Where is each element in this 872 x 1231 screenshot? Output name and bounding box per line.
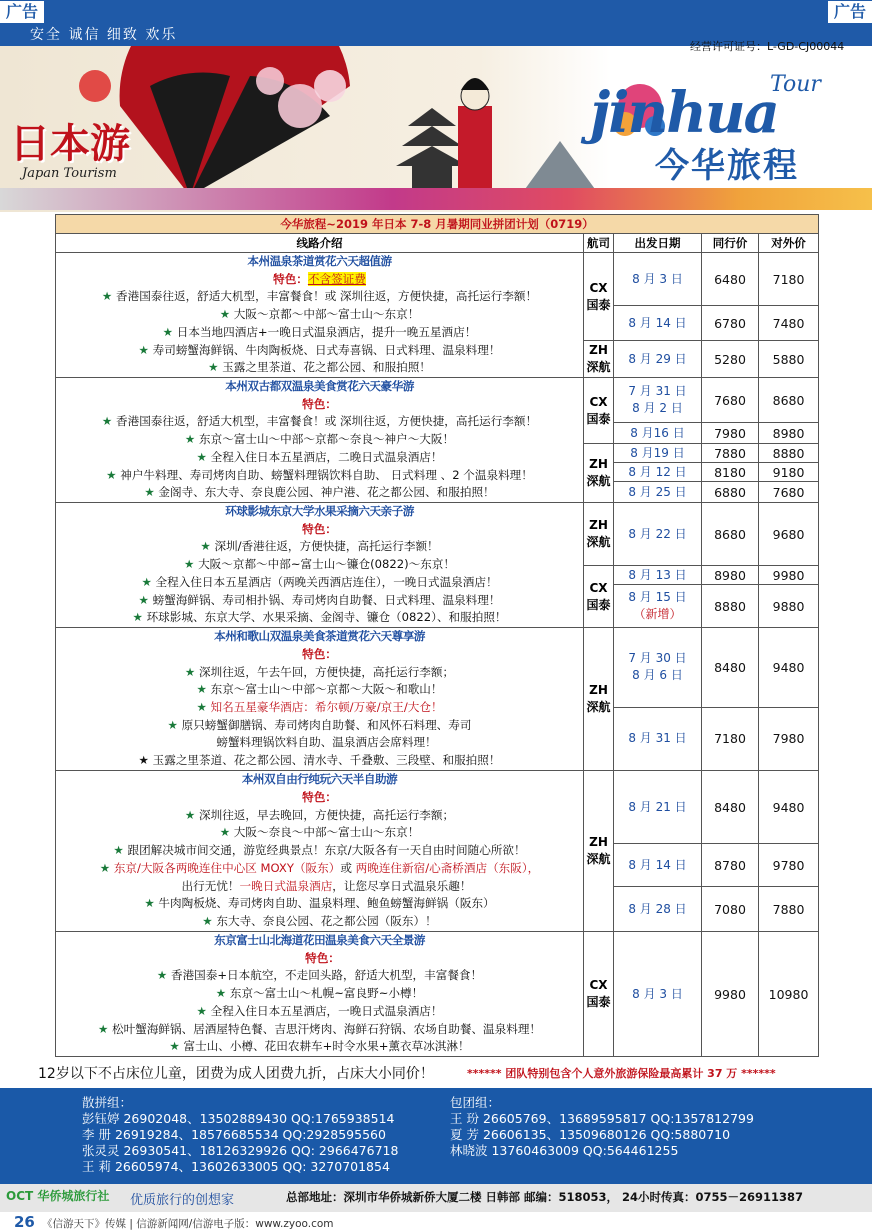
contact-group-title: 散拼组： bbox=[82, 1095, 133, 1110]
insurance-note: ****** 团队特别包含个人意外旅游保险最高累计 37 万 ****** bbox=[467, 1067, 776, 1080]
star-icon: ★ bbox=[184, 432, 199, 447]
public-price: 8680 bbox=[759, 378, 819, 423]
peer-price: 8180 bbox=[702, 463, 759, 482]
route-title: 东京富士山北海道花田温泉美食六天全景游 bbox=[214, 933, 425, 948]
peer-price: 8480 bbox=[702, 628, 759, 708]
contact-row: 张灵灵 26930541、18126329926 QQ: 2966476718 bbox=[82, 1143, 399, 1158]
public-price: 9980 bbox=[759, 566, 819, 585]
star-icon: ★ bbox=[141, 574, 156, 589]
table-row bbox=[56, 253, 819, 306]
departure-date: 8 月 14 日 bbox=[614, 306, 702, 341]
public-price: 7980 bbox=[759, 707, 819, 770]
public-price: 7180 bbox=[759, 253, 819, 306]
contacts-panel bbox=[0, 1088, 872, 1184]
brand-chinese-name: 今华旅程 bbox=[655, 146, 799, 186]
peer-price: 8980 bbox=[702, 566, 759, 585]
route-title: 本州双自由行纯玩六天半自助游 bbox=[241, 772, 398, 787]
route-cell bbox=[56, 628, 584, 771]
public-price: 8880 bbox=[759, 444, 819, 463]
peer-price: 6880 bbox=[702, 482, 759, 503]
star-icon: ★ bbox=[184, 807, 199, 822]
feature-label: 特色： bbox=[302, 790, 337, 805]
itinerary-table bbox=[55, 214, 819, 1057]
brand-script-logo: jinhua bbox=[590, 80, 778, 146]
airline-cell: ZH 深航 bbox=[584, 341, 614, 378]
public-price: 9880 bbox=[759, 585, 819, 628]
route-item: 全程入住日本五星酒店（两晚关西酒店连住），一晚日式温泉酒店！ bbox=[155, 574, 498, 589]
peer-price: 5280 bbox=[702, 341, 759, 378]
star-icon: ★ bbox=[99, 860, 114, 875]
route-item: 玉露之里茶道、花之都公园、和服拍照！ bbox=[222, 360, 431, 375]
route-item: 大阪～京都～中部～富士山～东京！ bbox=[233, 307, 420, 322]
airline-cell: ZH 深航 bbox=[584, 628, 614, 771]
route-item: 深圳/香港往返，方便快捷，高托运行李额！ bbox=[214, 539, 439, 554]
star-icon: ★ bbox=[156, 968, 171, 983]
peer-price: 7180 bbox=[702, 707, 759, 770]
route-item: 大阪～奈良～中部～富士山～东京！ bbox=[233, 825, 420, 840]
route-item: 一晚日式温泉酒店 bbox=[239, 878, 333, 893]
public-price: 9180 bbox=[759, 463, 819, 482]
star-icon: ★ bbox=[200, 539, 215, 554]
peer-price: 8780 bbox=[702, 844, 759, 887]
peer-price: 8480 bbox=[702, 771, 759, 844]
route-item: 全程入住日本五星酒店，二晚日式温泉酒店！ bbox=[210, 449, 443, 464]
route-item: 大阪～京都～中部~富士山～镰仓(0822)～东京！ bbox=[198, 557, 456, 572]
table-row bbox=[56, 503, 819, 566]
star-icon: ★ bbox=[106, 467, 121, 482]
departure-date: 8 月19 日 bbox=[614, 444, 702, 463]
route-title: 本州双古都双温泉美食赏花六天豪华游 bbox=[225, 379, 414, 394]
route-cell bbox=[56, 378, 584, 503]
license-number: 经营许可证号：L-GD-CJ00044 bbox=[690, 40, 845, 53]
route-item: 东京/大阪各两晚连住中心区 MOXY（阪东） bbox=[113, 860, 341, 875]
star-icon: ★ bbox=[219, 825, 234, 840]
feature-label: 特色： bbox=[302, 646, 337, 661]
route-item: 螃蟹料理锅饮料自助、温泉酒店会席料理！ bbox=[216, 735, 437, 750]
airline-cell: ZH 深航 bbox=[584, 444, 614, 503]
star-icon: ★ bbox=[184, 664, 199, 679]
peer-price: 7080 bbox=[702, 887, 759, 932]
header-peer-price: 同行价 bbox=[702, 234, 759, 253]
banner-swoosh bbox=[0, 188, 872, 210]
departure-date: 8 月 3 日 bbox=[614, 932, 702, 1057]
star-icon: ★ bbox=[97, 1021, 113, 1036]
star-icon: ★ bbox=[196, 449, 211, 464]
departure-date: 8 月 25 日 bbox=[614, 482, 702, 503]
star-icon: ★ bbox=[113, 843, 128, 858]
route-item: 富士山、小樽、花田农耕车+时令水果+薰衣草冰淇淋！ bbox=[183, 1039, 470, 1054]
star-icon: ★ bbox=[138, 342, 153, 357]
star-icon: ★ bbox=[202, 913, 217, 928]
route-item: 寿司螃蟹海鲜锅、牛肉陶板烧、日式寿喜锅、日式料理、温泉料理！ bbox=[152, 342, 501, 357]
route-item: 神户牛料理、寿司烤肉自助、螃蟹料理锅饮料自助、 日式料理 、2 个温泉料理！ bbox=[120, 467, 533, 482]
visa-note: 不含签证费 bbox=[307, 271, 366, 286]
public-price: 9680 bbox=[759, 503, 819, 566]
route-item: 东京～富士山～中部～京都～奈良～神户～大阪！ bbox=[199, 432, 455, 447]
oct-logo: OCT 华侨城旅行社 bbox=[6, 1189, 110, 1203]
route-item: 香港国泰往返，舒适大机型，丰富餐食！或 深圳往返，方便快捷，高托运行李额！ bbox=[116, 414, 538, 429]
route-item: 环球影城、东京大学、水果采摘、金阁寺、镰仓（0822）、和服拍照！ bbox=[146, 610, 507, 625]
departure-date: 8 月 29 日 bbox=[614, 341, 702, 378]
departure-date: 8 月 21 日 bbox=[614, 771, 702, 844]
star-icon: ★ bbox=[101, 289, 116, 304]
route-item: 或 bbox=[340, 860, 352, 875]
group-tour-contacts bbox=[82, 1095, 398, 1175]
public-price: 10980 bbox=[759, 932, 819, 1057]
public-price: 7880 bbox=[759, 887, 819, 932]
route-item: 玉露之里茶道、花之都公园、清水寺、千叠敷、三段壁、和服拍照！ bbox=[152, 753, 501, 768]
route-item: 香港国泰+日本航空，不走回头路，舒适大机型，丰富餐食！ bbox=[170, 968, 483, 983]
route-item: 出行无忧！ bbox=[181, 878, 240, 893]
new-tag: （新增） bbox=[633, 607, 682, 621]
ad-badge-left: 广告 bbox=[0, 1, 44, 23]
peer-price: 7680 bbox=[702, 378, 759, 423]
departure-date: 8 月 12 日 bbox=[614, 463, 702, 482]
airline-cell: CX 国泰 bbox=[584, 566, 614, 628]
star-icon: ★ bbox=[196, 682, 211, 697]
route-item: 全程入住日本五星酒店，一晚日式温泉酒店！ bbox=[210, 1003, 443, 1018]
star-icon: ★ bbox=[138, 753, 153, 768]
departure-date: 8 月 22 日 bbox=[614, 503, 702, 566]
feature-label: 特色： bbox=[302, 521, 337, 536]
feature-label: 特色： bbox=[273, 271, 308, 286]
route-item: 跟团解决城市间交通，游览经典景点！东京/大阪各有一天自由时间随心所欲！ bbox=[127, 843, 526, 858]
route-title: 本州温泉茶道赏花六天超值游 bbox=[247, 254, 392, 269]
footer-slogan: 优质旅行的创想家 bbox=[130, 1193, 235, 1208]
peer-price: 7880 bbox=[702, 444, 759, 463]
route-item: ，让您尽享日式温泉乐趣！ bbox=[332, 878, 472, 893]
route-item: 牛肉陶板烧、寿司烤肉自助、温泉料理、鲍鱼螃蟹海鲜锅（阪东） bbox=[158, 896, 495, 911]
route-item: 松叶蟹海鲜锅、居酒屋特色餐、吉思汗烤肉、海鲜石狩锅、农场自助餐、温泉料理！ bbox=[112, 1021, 542, 1036]
star-icon: ★ bbox=[101, 414, 116, 429]
departure-date: 8 月 28 日 bbox=[614, 887, 702, 932]
star-icon: ★ bbox=[167, 717, 182, 732]
star-icon: ★ bbox=[144, 485, 159, 500]
japan-tour-title: 日本游 bbox=[10, 120, 130, 167]
route-cell bbox=[56, 503, 584, 628]
fan-illustration bbox=[120, 46, 350, 196]
sun-illustration bbox=[79, 70, 111, 102]
header-date: 出发日期 bbox=[614, 234, 702, 253]
contact-row: 林晓波 13760463009 QQ:564461255 bbox=[450, 1143, 679, 1158]
contact-row: 彭钰婷 26902048、13502889430 QQ:1765938514 bbox=[82, 1111, 395, 1126]
departure-date: 8 月16 日 bbox=[614, 423, 702, 444]
route-item: 螃蟹海鲜锅、寿司相扑锅、寿司烤肉自助餐、日式料理、温泉料理！ bbox=[152, 592, 501, 607]
contact-group-title: 包团组： bbox=[450, 1095, 501, 1110]
geisha-illustration bbox=[458, 78, 492, 206]
route-item: 东京～富士山～中部～京都～大阪～和歌山！ bbox=[210, 682, 443, 697]
route-item: 知名五星豪华酒店：希尔顿/万豪/京王/大仓！ bbox=[210, 700, 443, 714]
departure-date: 7 月 30 日 8 月 6 日 bbox=[614, 628, 702, 708]
star-icon: ★ bbox=[132, 610, 147, 625]
airline-cell: CX 国泰 bbox=[584, 932, 614, 1057]
peer-price: 6480 bbox=[702, 253, 759, 306]
public-price: 7480 bbox=[759, 306, 819, 341]
route-cell bbox=[56, 253, 584, 378]
table-row bbox=[56, 628, 819, 708]
airline-cell: CX 国泰 bbox=[584, 378, 614, 444]
peer-price: 8680 bbox=[702, 503, 759, 566]
route-item: 香港国泰往返，舒适大机型，丰富餐食！或 深圳往返，方便快捷，高托运行李额！ bbox=[116, 289, 538, 304]
departure-date: 7 月 31 日 8 月 2 日 bbox=[614, 378, 702, 423]
star-icon: ★ bbox=[162, 324, 177, 339]
header-airline: 航司 bbox=[584, 234, 614, 253]
ad-badge-right: 广告 bbox=[828, 1, 872, 23]
table-row bbox=[56, 932, 819, 1057]
japan-tour-subtitle: Japan Tourism bbox=[22, 166, 117, 181]
footer-address: 总部地址：深圳市华侨城新侨大厦二楼 日韩部 邮编：518053， 24小时传真：0755－26911387 bbox=[286, 1190, 804, 1204]
departure-date: 8 月 13 日 bbox=[614, 566, 702, 585]
peer-price: 6780 bbox=[702, 306, 759, 341]
feature-label: 特色： bbox=[305, 950, 340, 965]
route-item: 两晚连住新宿/心斋桥酒店（东阪）， bbox=[351, 860, 540, 875]
public-price: 9480 bbox=[759, 771, 819, 844]
route-item: 深圳往返，早去晚回，方便快捷，高托运行李额； bbox=[199, 807, 455, 822]
departure-date: 8 月 15 日 （新增） bbox=[614, 585, 702, 628]
header-route: 线路介绍 bbox=[56, 234, 584, 253]
airline-cell: CX 国泰 bbox=[584, 253, 614, 341]
star-icon: ★ bbox=[196, 1003, 211, 1018]
departure-date: 8 月 3 日 bbox=[614, 253, 702, 306]
route-item: 原只螃蟹御膳锅、寿司烤肉自助餐、和风怀石料理、寿司 bbox=[181, 717, 472, 732]
table-row bbox=[56, 378, 819, 423]
route-item: 金阁寺、东大寺、奈良鹿公园、神户港、花之都公园、和服拍照！ bbox=[158, 485, 495, 500]
contact-row: 王 莉 26605974、13602633005 QQ: 3270701854 bbox=[82, 1159, 390, 1174]
public-price: 9780 bbox=[759, 844, 819, 887]
charter-contacts bbox=[450, 1095, 754, 1159]
route-cell bbox=[56, 771, 584, 932]
feature-label: 特色： bbox=[302, 396, 337, 411]
star-icon: ★ bbox=[183, 557, 199, 572]
brand-tour-label: Tour bbox=[770, 72, 821, 97]
star-icon: ★ bbox=[208, 360, 223, 375]
route-item: 东大寺、奈良公园、花之都公园（阪东）！ bbox=[216, 913, 437, 928]
star-icon: ★ bbox=[219, 307, 234, 322]
peer-price: 7980 bbox=[702, 423, 759, 444]
public-price: 8980 bbox=[759, 423, 819, 444]
departure-date: 8 月 31 日 bbox=[614, 707, 702, 770]
public-price: 9480 bbox=[759, 628, 819, 708]
contact-row: 李 册 26919284、18576685534 QQ:2928595560 bbox=[82, 1127, 386, 1142]
peer-price: 9980 bbox=[702, 932, 759, 1057]
airline-cell: ZH 深航 bbox=[584, 771, 614, 932]
departure-date: 8 月 14 日 bbox=[614, 844, 702, 887]
table-header-row bbox=[56, 234, 819, 253]
star-icon: ★ bbox=[215, 986, 230, 1001]
star-icon: ★ bbox=[196, 700, 211, 714]
page-number: 26 bbox=[14, 1213, 35, 1231]
route-item: 日本当地四酒店+一晚日式温泉酒店，提升一晚五星酒店！ bbox=[176, 324, 477, 339]
route-cell bbox=[56, 932, 584, 1057]
public-price: 5880 bbox=[759, 341, 819, 378]
peer-price: 8880 bbox=[702, 585, 759, 628]
route-title: 环球影城东京大学水果采摘六天亲子游 bbox=[225, 504, 414, 519]
header-public-price: 对外价 bbox=[759, 234, 819, 253]
star-icon: ★ bbox=[144, 896, 159, 911]
airline-cell: ZH 深航 bbox=[584, 503, 614, 566]
company-slogan: 安全 诚信 细致 欢乐 bbox=[30, 27, 178, 43]
route-item: 深圳往返，午去午回，方便快捷，高托运行李额； bbox=[199, 664, 455, 679]
table-row bbox=[56, 771, 819, 844]
contact-row: 夏 芳 26606135、13509680126 QQ:5880710 bbox=[450, 1127, 731, 1142]
publication-info: 《信游天下》传媒 | 信游新闻网/信游电子版：www.zyoo.com bbox=[42, 1218, 334, 1230]
table-caption: 今华旅程~2019 年日本 7-8 月暑期同业拼团计划（0719） bbox=[56, 215, 819, 234]
route-title: 本州和歌山双温泉美食茶道赏花六天尊享游 bbox=[214, 629, 425, 644]
route-item: 东京～富士山～札幌~富良野~小樽！ bbox=[229, 986, 424, 1001]
child-policy-note: 12岁以下不占床位儿童，团费为成人团费九折，占床大小同价！ bbox=[38, 1066, 434, 1082]
contact-row: 王 玢 26605769、13689595817 QQ:1357812799 bbox=[450, 1111, 754, 1126]
public-price: 7680 bbox=[759, 482, 819, 503]
star-icon: ★ bbox=[138, 592, 153, 607]
star-icon: ★ bbox=[169, 1039, 184, 1054]
